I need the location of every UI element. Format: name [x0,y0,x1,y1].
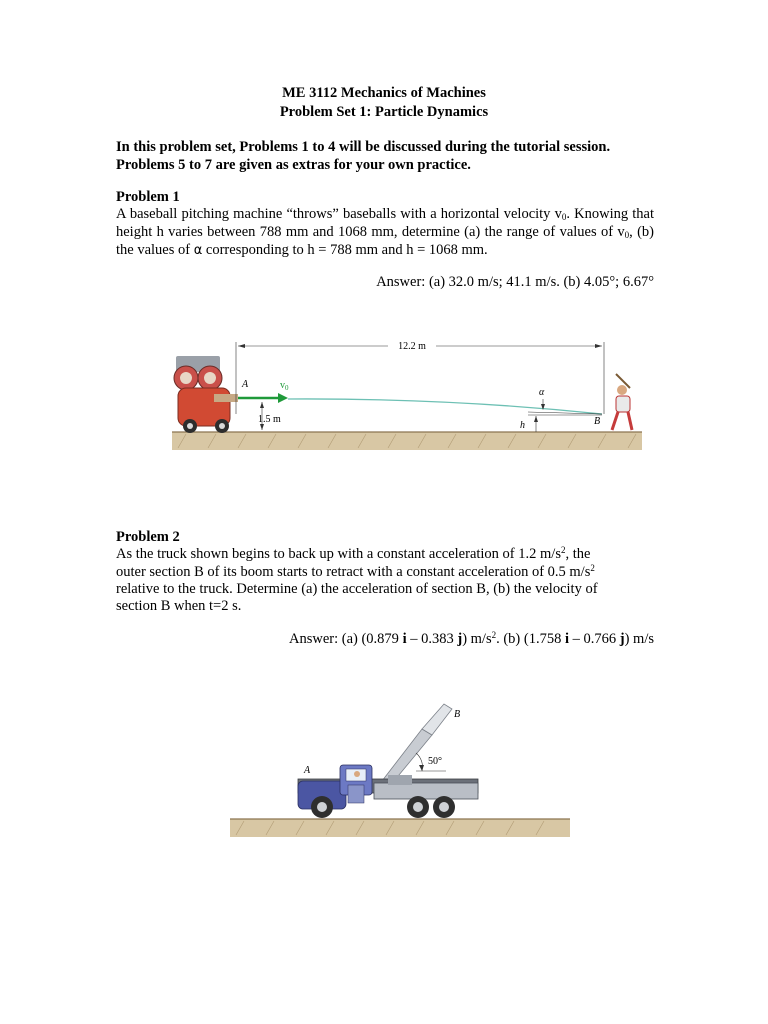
answer-2-b: – 0.383 [406,631,458,647]
unit-vector-j: j [457,631,463,647]
answer-2-a: Answer: (a) (0.879 [289,631,403,647]
point-a-label-2: A [304,765,311,776]
problem-2-answer [289,630,654,648]
pitching-machine [174,356,238,433]
distance-label: 12.2 m [398,341,426,352]
problem-1-sub-a: 0 [561,212,567,222]
answer-2-f: ) m/s [624,631,654,647]
problem-1-text-b: . Knowing that height h varies between 788 mm and 1068 mm, determine (a) the range of values of v [116,206,654,240]
problem-2-line-2-a: outer section B of its boom starts to retract with a constant acceleration of 0.5 m/s [116,564,591,580]
height-label: 1.5 m [258,414,281,425]
truck-boom [382,704,452,781]
answer-2-sup: 2 [491,630,497,640]
answer-2-c: ) m/s [462,631,492,647]
answer-2-d: . (b) (1.758 [496,631,565,647]
intro-line-2: Problems 5 to 7 are given as extras for your own practice. [116,157,471,173]
problem-2-line-4: section B when t=2 s. [116,598,242,614]
alpha-symbol: α [193,243,203,258]
ball-trajectory [288,399,602,414]
truck-boom-figure [200,695,572,841]
problem-1-heading: Problem 1 [116,189,180,205]
answer-2-e: – 0.766 [569,631,620,647]
point-b-label: B [594,416,601,427]
problem-1-text-a: A baseball pitching machine “throws” baseballs with a horizontal velocity v [116,206,562,222]
point-a-label: A [242,379,249,390]
problem-2-line-2-sup: 2 [590,563,595,573]
intro-line-1: In this problem set, Problems 1 to 4 will be discussed during the tutorial session. [116,139,611,155]
problem-2-line-1 [116,545,654,563]
batter-figure [612,374,632,430]
problem-2-heading: Problem 2 [116,529,180,545]
unit-vector-i: i [402,631,407,647]
problem-2-line-1-b: , the [565,546,591,562]
problem-2-line-3: relative to the truck. Determine (a) the acceleration of section B, (b) the velocity of [116,581,598,597]
problem-1-text [116,205,654,260]
problem-2-line-2 [116,563,654,581]
problem-1-text-d: corresponding to h = 788 mm and h = 1068 mm. [202,242,488,258]
problem-set-title: Problem Set 1: Particle Dynamics [279,104,489,120]
problem-1-sub-b: 0 [624,230,630,240]
unit-vector-i-2: i [564,631,569,647]
velocity-label: $v_0$ [280,380,289,392]
ground [172,432,642,450]
problem-2-line-1-a: As the truck shown begins to back up with a constant acceleration of 1.2 m/s [116,546,561,562]
problem-1-text-c: , (b) the values of [116,224,654,258]
pitching-machine-figure [118,318,648,464]
alpha-label: α [539,387,545,398]
ground [230,819,570,837]
point-b-label-2: B [454,709,461,720]
course-title: ME 3112 Mechanics of Machines [282,85,486,101]
h-label: h [520,420,525,431]
angle-50-label: 50° [428,756,442,767]
problem-1-answer: Answer: (a) 32.0 m/s; 41.1 m/s. (b) 4.05°; 6.67° [376,274,654,290]
problem-2-line-1-sup: 2 [560,545,566,555]
unit-vector-j-2: j [619,631,625,647]
